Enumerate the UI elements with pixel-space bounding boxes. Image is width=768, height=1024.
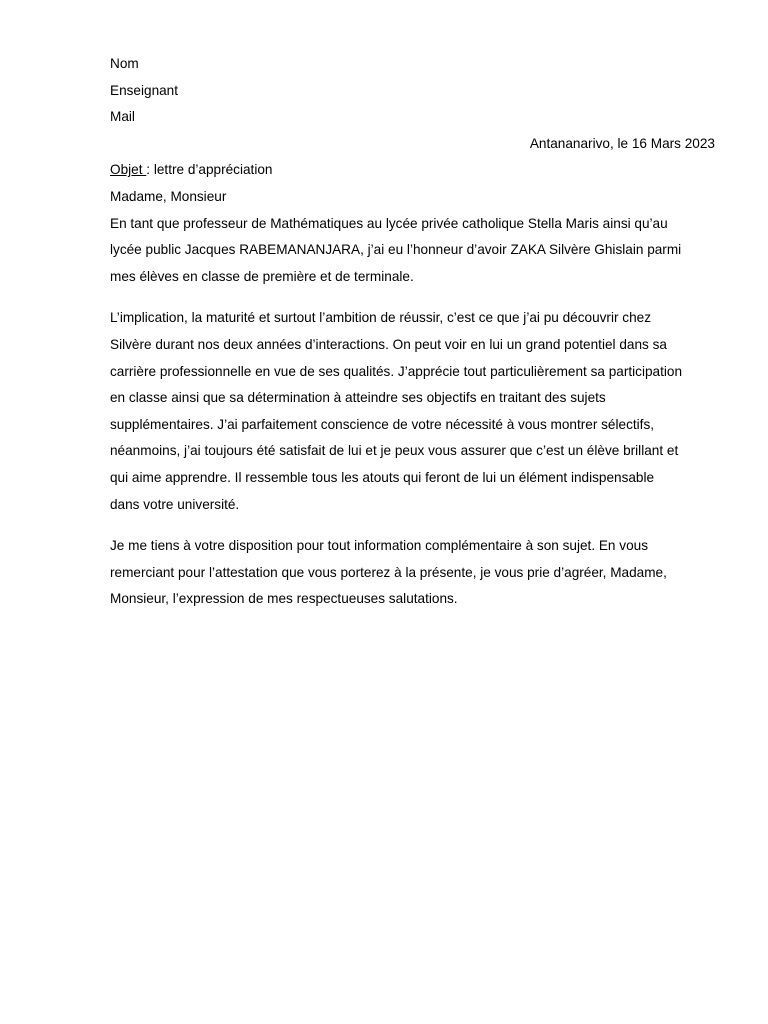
paragraph-line: en classe ainsi que sa détermination à atteindre ses objectifs en traitant des sujets — [110, 390, 606, 406]
paragraph-line: L’implication, la maturité et surtout l’ambition de réussir, c’est ce que j’ai pu découvrir chez — [110, 310, 651, 326]
paragraph-3 — [110, 533, 715, 613]
subject-text: : lettre d’appréciation — [146, 162, 273, 178]
paragraph-line: qui aime apprendre. Il ressemble tous les atouts qui feront de lui un élément indispensable — [110, 469, 655, 485]
subject-line — [110, 157, 715, 184]
paragraph-line: remerciant pour l’attestation que vous porterez à la présente, je vous prie d’agréer, Madame, — [110, 564, 667, 580]
salutation: Madame, Monsieur — [110, 188, 227, 204]
paragraph-line: supplémentaires. J’ai parfaitement conscience de votre nécessité à vous montrer sélectifs, — [110, 416, 655, 432]
paragraph-line: Silvère durant nos deux années d’interactions. On peut voir en lui un grand potentiel dans sa — [110, 336, 667, 352]
sender-mail: Mail — [110, 109, 135, 125]
place-date: Antananarivo, le 16 Mars 2023 — [529, 135, 715, 151]
sender-name: Nom — [110, 56, 139, 71]
paragraph-line: lycée public Jacques RABEMANANJARA, j’ai eu l’honneur d’avoir ZAKA Silvère Ghislain parmi — [110, 242, 682, 258]
paragraph-1 — [110, 211, 715, 291]
paragraph-line: mes élèves en classe de première et de terminale. — [110, 268, 414, 284]
paragraph-line: néanmoins, j’ai toujours été satisfait de lui et je peux vous assurer que c’est un élève brillant et — [110, 443, 679, 459]
paragraph-line: En tant que professeur de Mathématiques au lycée privée catholique Stella Maris ainsi qu’au — [110, 215, 668, 231]
paragraph-line: dans votre université. — [110, 496, 240, 512]
paragraph-spacer — [110, 290, 715, 305]
subject-label: Objet — [110, 162, 147, 178]
paragraph-2 — [110, 305, 715, 518]
paragraph-line: Je me tiens à votre disposition pour tout information complémentaire à son sujet. En vous — [110, 538, 648, 554]
sender-role: Enseignant — [110, 82, 179, 98]
paragraph-line: carrière professionnelle en vue de ses qualités. J’apprécie tout particulièrement sa participation — [110, 363, 683, 379]
paragraph-spacer — [110, 518, 715, 533]
paragraph-line: Monsieur, l’expression de mes respectueuses salutations. — [110, 591, 458, 607]
letter-body — [110, 51, 715, 613]
